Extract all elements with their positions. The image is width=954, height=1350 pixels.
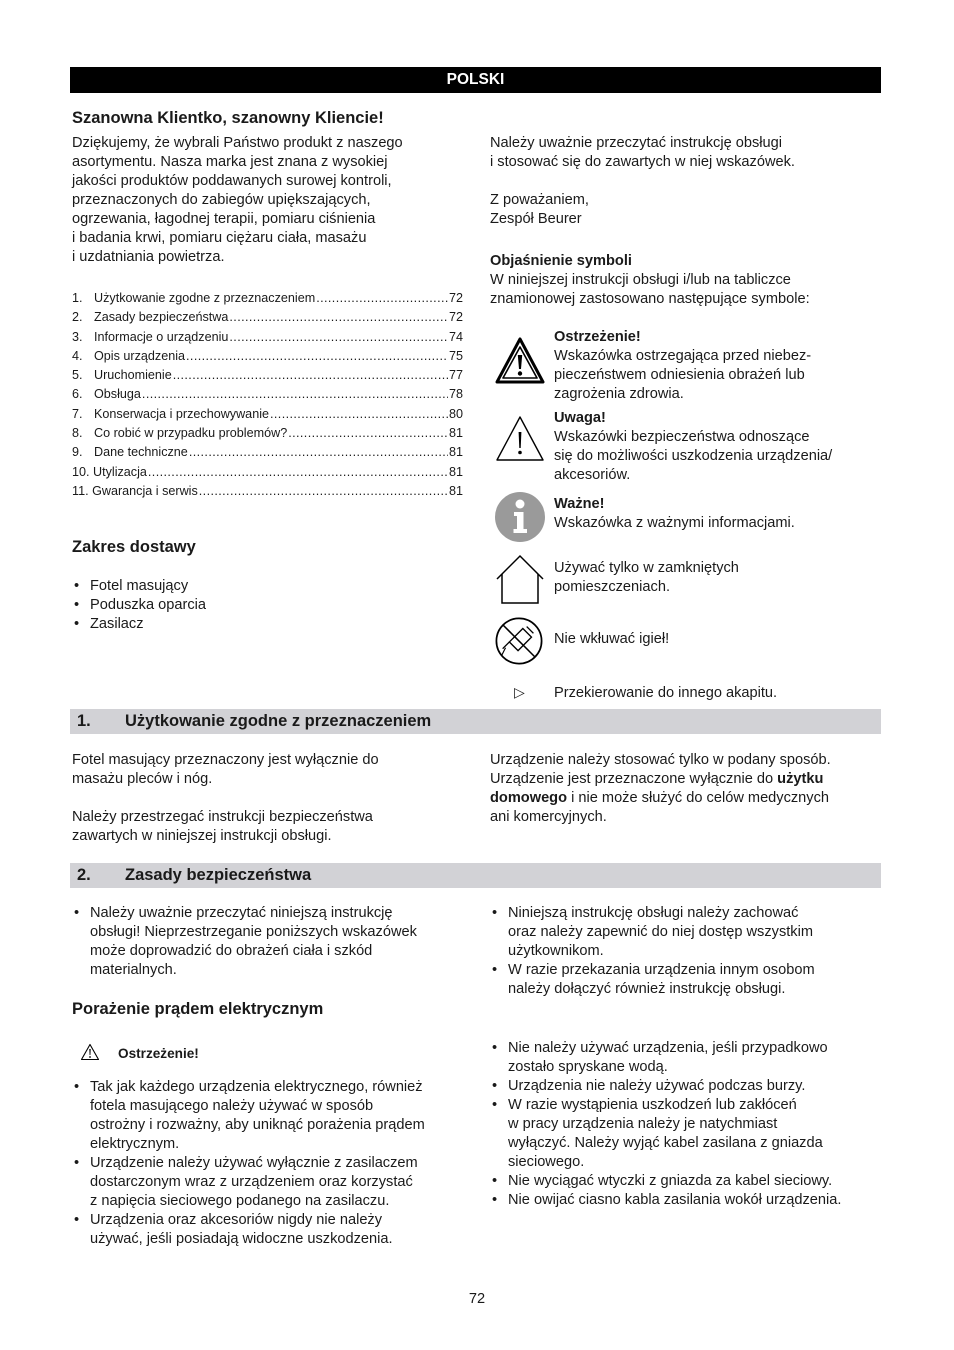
toc-dots (270, 405, 448, 424)
intro-line: asortymentu. Nasza marka jest znana z wysokiej (72, 154, 388, 170)
toc-dots (186, 347, 448, 366)
toc-entry[interactable] (72, 424, 463, 443)
text-span: Urządzenie jest przeznaczone wyłącznie do (490, 771, 778, 787)
symbol-line: się do możliwości uszkodzenia urządzenia/ (554, 448, 833, 464)
info-icon (494, 491, 546, 543)
list-item (490, 1096, 890, 1172)
toc-label: Uruchomienie (94, 368, 172, 383)
list-item: • Poduszka oparcia (72, 596, 462, 615)
section-1-header (70, 709, 881, 734)
toc-page: 74 (448, 329, 463, 344)
greeting-title: Szanowna Klientko, szanowny Kliencie! (72, 109, 384, 127)
toc-label: Użytkowanie zgodne z przeznaczeniem (94, 291, 316, 305)
toc-num: 6. (72, 387, 83, 402)
text-line: wyłączyć. Należy wyjąć kabel zasilana z gniazda (508, 1135, 823, 1151)
toc-entry[interactable] (72, 289, 463, 308)
text-line (490, 770, 885, 789)
toc-page: 81 (448, 483, 463, 498)
list-item (72, 1154, 472, 1211)
toc-label: Gwarancja i serwis (92, 483, 198, 498)
text-line: ostrożny i rozważny, aby uniknąć porażenia prądem (90, 1117, 425, 1133)
text-line: używać, jeśli posiadają widoczne uszkodzenia. (90, 1231, 393, 1247)
list-item (490, 1191, 890, 1210)
delivery-list (72, 577, 462, 634)
symbol-label: Ostrzeżenie! (554, 329, 641, 345)
electric-shock-title: Porażenie prądem elektrycznym (72, 1000, 324, 1018)
page-number: 72 (468, 1291, 486, 1307)
list-item (490, 1077, 890, 1096)
text-line: dostarczonym wraz z urządzeniem oraz korzystać (90, 1174, 413, 1190)
toc-page: 80 (448, 406, 463, 421)
list-item (490, 1039, 890, 1077)
text-span: i nie może służyć do celów medycznych (567, 790, 830, 806)
symbol-text (554, 328, 880, 404)
toc-entry[interactable] (72, 328, 463, 347)
text-bold: domowego (490, 790, 568, 806)
symbol-text (554, 630, 880, 649)
text-line: sieciowego. (508, 1154, 585, 1170)
intro-line: Dziękujemy, że wybrali Państwo produkt z naszego (72, 135, 403, 151)
toc-label: Zasady bezpieczeństwa (94, 310, 229, 325)
section-2-right-list (490, 904, 885, 999)
toc-label: Konserwacja i przechowywanie (94, 406, 269, 421)
symbol-line: pieczeństwem odniesienia obrażeń lub (554, 367, 805, 383)
text-line: • Urządzenia oraz akcesoriów nigdy nie należy (90, 1212, 383, 1228)
toc-num: 11. (72, 483, 89, 498)
list-item (72, 1211, 472, 1249)
list-item (490, 1172, 890, 1191)
text-bold: użytku (777, 771, 824, 787)
text-line: • W razie wystąpienia uszkodzeń lub zakłóceń (508, 1097, 797, 1113)
toc-label: Informacje o urządzeniu (94, 329, 229, 344)
right-line: i stosować się do zawartych w niej wskazówek. (490, 154, 795, 170)
toc-dots (316, 289, 448, 308)
toc-label: Utylizacja (93, 464, 147, 479)
table-of-contents (72, 289, 463, 501)
text-line: fotela masującego należy używać w sposób (90, 1098, 374, 1114)
list-item (490, 961, 885, 999)
intro-line: i uzdatniania powietrza. (72, 249, 225, 265)
delivery-title: Zakres dostawy (72, 538, 196, 556)
toc-entry[interactable] (72, 482, 463, 501)
toc-label: Dane techniczne (94, 445, 188, 460)
symbol-line: Przekierowanie do innego akapitu. (554, 685, 778, 701)
text-line: oraz należy zapewnić do niej dostęp wszystkim (508, 924, 813, 940)
warning-triangle-icon (80, 1043, 100, 1061)
toc-num: 5. (72, 368, 83, 383)
section-1-left (72, 751, 462, 846)
list-item: • Zasilacz (72, 615, 462, 634)
text-line: zawartych w niniejszej instrukcji obsługi. (72, 828, 332, 844)
electric-left-list (72, 1078, 472, 1249)
warning-label: Ostrzeżenie! (118, 1046, 199, 1061)
symbol-line: Używać tylko w zamkniętych (554, 560, 739, 576)
toc-dots (199, 482, 448, 501)
symbol-line: Nie wkłuwać igieł! (554, 631, 670, 647)
list-item (72, 904, 467, 980)
toc-entry[interactable] (72, 405, 463, 424)
intro-line: przeznaczonych do zabiegów upiększających, (72, 192, 371, 208)
text-line: elektrycznym. (90, 1136, 180, 1152)
arrow-right-icon: ▷ (514, 685, 525, 701)
symbol-line: Wskazówki bezpieczeństwa odnoszące (554, 429, 810, 445)
intro-line: ogrzewania, łagodnej terapii, pomiaru ciśnienia (72, 211, 376, 227)
list-item: • Fotel masujący (72, 577, 462, 596)
section-2-header (70, 863, 881, 888)
toc-label: Obsługa (94, 387, 141, 402)
intro-line: jakości produktów poddawanych surowej kontroli, (72, 173, 392, 189)
toc-entry[interactable] (72, 347, 463, 366)
warning-triangle-icon (494, 336, 546, 388)
toc-num: 4. (72, 348, 83, 363)
toc-num: 1. (72, 291, 83, 305)
toc-page: 72 (448, 310, 463, 325)
symbol-line: pomieszczeniach. (554, 579, 670, 595)
toc-page: 77 (448, 368, 463, 383)
section-title: Użytkowanie zgodne z przeznaczeniem (125, 712, 432, 730)
toc-num: 3. (72, 329, 83, 344)
language-bar: POLSKI (70, 67, 881, 93)
symbol-text (554, 495, 880, 533)
toc-page: 75 (448, 348, 463, 363)
section-number: 1. (77, 712, 91, 730)
toc-dots (142, 385, 448, 404)
toc-dots (148, 463, 448, 482)
text-line: należy dołączyć również instrukcję obsługi. (508, 981, 786, 997)
text-line: • Tak jak każdego urządzenia elektrycznego, również (90, 1079, 423, 1095)
toc-page: 81 (448, 445, 463, 460)
toc-dots (189, 443, 448, 462)
text-line: materialnych. (90, 962, 177, 978)
text-line: • Należy uważnie przeczytać niniejszą instrukcję (90, 905, 393, 921)
list-item (490, 904, 885, 961)
electric-right-list (490, 1039, 890, 1210)
symbols-intro-line: znamionowej zastosowano następujące symbole: (490, 291, 810, 307)
toc-dots (288, 424, 448, 443)
toc-entry[interactable] (72, 443, 463, 462)
toc-page: 72 (448, 291, 463, 305)
text-line: • Nie owijać ciasno kabla zasilania wokół urządzenia. (508, 1192, 842, 1208)
toc-num: 8. (72, 426, 83, 441)
toc-num: 2. (72, 310, 83, 325)
no-needles-icon (494, 616, 544, 666)
text-line: • W razie przekazania urządzenia innym osobom (508, 962, 815, 978)
toc-num: 9. (72, 445, 83, 460)
toc-num: 10. (72, 464, 90, 479)
text-line: • Niniejszą instrukcję obsługi należy zachować (508, 905, 799, 921)
toc-entry[interactable] (72, 308, 463, 327)
greeting-intro (72, 134, 462, 267)
text-line: ani komercyjnych. (490, 809, 607, 825)
caution-triangle-icon (494, 413, 546, 465)
section-number: 2. (77, 866, 91, 884)
text-line: zostało spryskane wodą. (508, 1059, 668, 1075)
toc-entry[interactable] (72, 385, 463, 404)
text-line: • Nie wyciągać wtyczki z gniazda za kabel sieciowy. (508, 1173, 833, 1189)
text-line (490, 789, 885, 808)
text-line: użytkownikom. (508, 943, 604, 959)
text-line: masażu pleców i nóg. (72, 771, 213, 787)
text-line: Urządzenie należy stosować tylko w podany sposób. (490, 752, 831, 768)
symbols-intro-line: W niniejszej instrukcji obsługi i/lub na tabliczce (490, 272, 791, 288)
symbol-line: zagrożenia zdrowia. (554, 386, 684, 402)
symbol-text (554, 409, 880, 485)
section-2-left-list (72, 904, 467, 980)
signature: Zespół Beurer (490, 211, 582, 227)
text-line: z napięcia sieciowego podanego na zasilaczu. (90, 1193, 390, 1209)
house-icon (494, 553, 546, 605)
symbols-intro (490, 252, 880, 309)
symbol-line: Wskazówka ostrzegająca przed niebez- (554, 348, 812, 364)
symbol-label: Uwaga! (554, 410, 606, 426)
symbol-label: Ważne! (554, 496, 605, 512)
toc-dots (229, 328, 448, 347)
toc-num: 7. (72, 406, 83, 421)
toc-page: 81 (448, 426, 463, 441)
text-line: może doprowadzić do obrażeń ciała i szkód (90, 943, 373, 959)
symbol-text (554, 684, 880, 703)
list-item (72, 1078, 472, 1154)
symbols-title: Objaśnienie symboli (490, 253, 632, 269)
text-line: w pracy urządzenia należy je natychmiast (508, 1116, 778, 1132)
toc-page: 81 (448, 464, 463, 479)
toc-dots (229, 308, 448, 327)
text-line: obsługi! Nieprzestrzeganie poniższych wskazówek (90, 924, 417, 940)
toc-label: Opis urządzenia (94, 348, 186, 363)
text-line: • Urządzenia nie należy używać podczas burzy. (508, 1078, 806, 1094)
section-1-right (490, 751, 885, 827)
toc-label: Co robić w przypadku problemów? (94, 426, 288, 441)
text-line: Należy przestrzegać instrukcji bezpieczeństwa (72, 809, 373, 825)
closing: Z poważaniem, (490, 192, 589, 208)
right-line: Należy uważnie przeczytać instrukcję obsługi (490, 135, 783, 151)
symbol-text (554, 559, 880, 597)
section-title: Zasady bezpieczeństwa (125, 866, 312, 884)
toc-entry[interactable] (72, 463, 463, 482)
electric-warning (80, 1043, 280, 1065)
symbol-line: Wskazówka z ważnymi informacjami. (554, 515, 795, 531)
text-line: • Urządzenie należy używać wyłącznie z zasilaczem (90, 1155, 418, 1171)
greeting-right (490, 134, 880, 229)
text-line: • Nie należy używać urządzenia, jeśli przypadkowo (508, 1040, 828, 1056)
toc-page: 78 (448, 387, 463, 402)
toc-dots (173, 366, 448, 385)
toc-entry[interactable] (72, 366, 463, 385)
text-line: Fotel masujący przeznaczony jest wyłącznie do (72, 752, 379, 768)
intro-line: i badania krwi, pomiaru ciężaru ciała, masażu (72, 230, 367, 246)
symbol-line: akcesoriów. (554, 467, 631, 483)
